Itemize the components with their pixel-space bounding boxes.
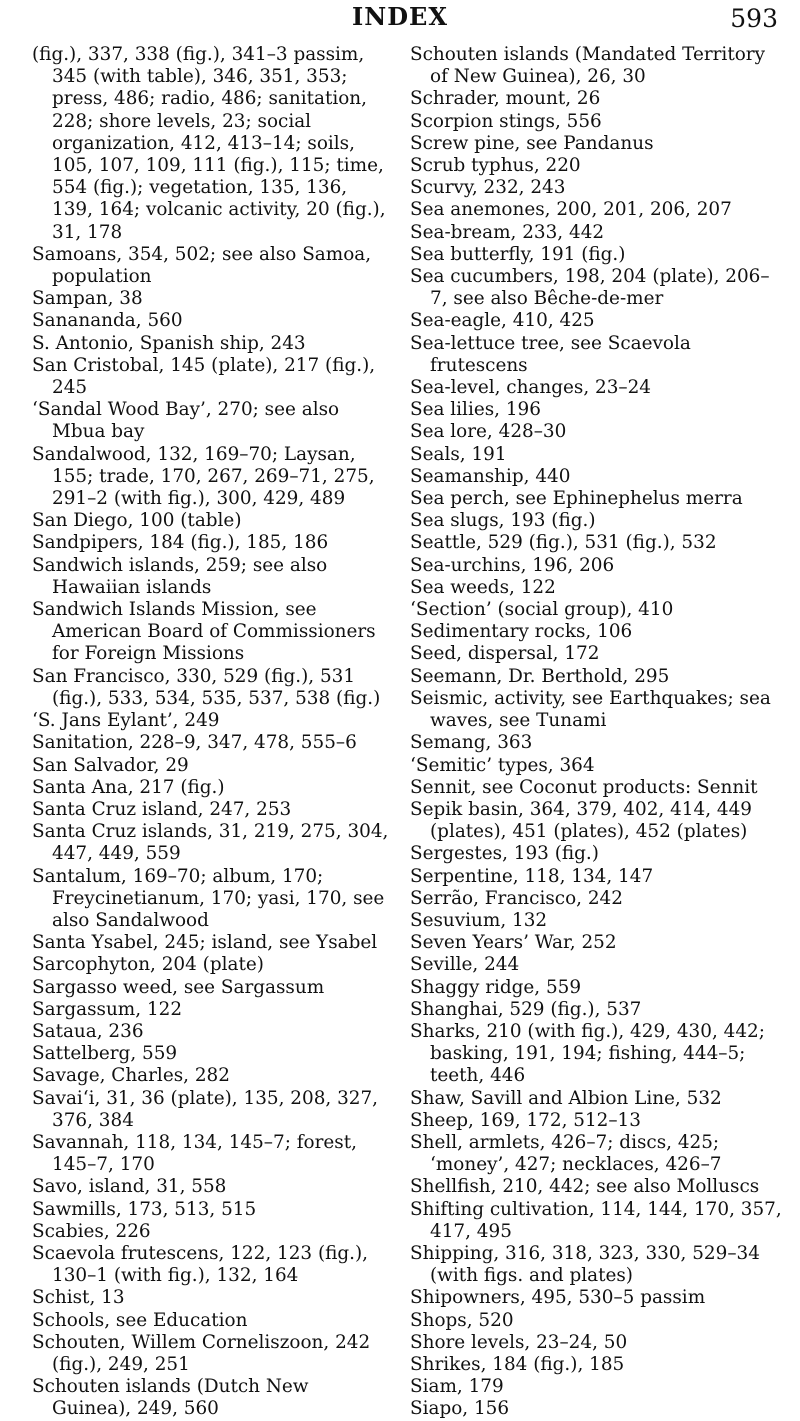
index-entry: Schouten islands (Dutch New Guinea), 249, 560 (32, 1376, 309, 1420)
index-entry: Sergestes, 193 (fig.) (410, 843, 599, 865)
index-entry: Schouten islands (Mandated Territory of New Guinea), 26, 30 (410, 44, 765, 88)
index-entry: Sesuvium, 132 (410, 909, 548, 931)
index-entry: Savannah, 118, 134, 145–7; forest, 145–7, 170 (32, 1131, 357, 1176)
index-entry: Sarcophyton, 204 (plate) (32, 954, 264, 976)
index-entry: Sea-lettuce tree, see Scaevola frutescens (410, 332, 691, 376)
index-entry: Seed, dispersal, 172 (410, 643, 600, 665)
index-entry: San Salvador, 29 (32, 754, 189, 776)
index-entry: Sea lilies, 196 (410, 399, 541, 421)
index-entry: Savai‘i, 31, 36 (plate), 135, 208, 327, 376, 384 (32, 1087, 379, 1131)
index-entry: Sandwich islands, 259; see also Hawaiian islands (32, 554, 328, 598)
index-entry: Sheep, 169, 172, 512–13 (410, 1109, 641, 1131)
index-entry: Sea-level, changes, 23–24 (410, 377, 652, 399)
index-entry: Sea weeds, 122 (410, 576, 556, 598)
index-entry: Sawmills, 173, 513, 515 (32, 1198, 257, 1220)
right-column (410, 44, 782, 1421)
index-entry: Serpentine, 118, 134, 147 (410, 865, 654, 887)
index-entry: Seattle, 529 (fig.), 531 (fig.), 532 (410, 532, 717, 554)
index-entry: Sandalwood, 132, 169–70; Laysan, 155; trade, 170, 267, 269–71, 275, 291–2 (with fig.), 300, 429, 489 (32, 443, 375, 510)
index-entry: ‘Sandal Wood Bay’, 270; see also Mbua bay (32, 399, 340, 443)
index-entry: Shell, armlets, 426–7; discs, 425; ‘money’, 427; necklaces, 426–7 (410, 1131, 722, 1176)
index-entry: Sandwich Islands Mission, see American Board of Commissioners for Foreign Missions (32, 599, 376, 665)
index-entry: Sharks, 210 (with fig.), 429, 430, 442; basking, 191, 194; fishing, 444–5; teeth, 446 (410, 1020, 765, 1087)
index-entry: Sanitation, 228–9, 347, 478, 555–6 (32, 732, 357, 754)
index-entry: Santalum, 169–70; album, 170; Freycinetianum, 170; yasi, 170, see also Sandalwood (32, 865, 385, 931)
index-entry: Sea lore, 428–30 (410, 421, 567, 443)
index-entry: Sedimentary rocks, 106 (410, 621, 633, 643)
index-entry: Samoans, 354, 502; see also Samoa, population (32, 243, 372, 288)
index-entry: Santa Ana, 217 (fig.) (32, 776, 225, 798)
index-entry: (fig.), 337, 338 (fig.), 341–3 passim, 345 (with table), 346, 351, 353; press, 486; radio, 486; sanitation, 228; shore levels, 23; social organization, 412, 413–14; soils, 105, 107, 109, 111 (fig.), 115; time, 554 (fig.); vegetation, 135, 136, 139, 164; volcanic activity, 20 (fig.), 31, 178 (32, 44, 386, 243)
index-entry: Shaw, Savill and Albion Line, 532 (410, 1087, 722, 1109)
index-entry: Sea anemones, 200, 201, 206, 207 (410, 199, 732, 221)
index-entry: Schouten, Willem Corneliszoon, 242 (fig.), 249, 251 (32, 1331, 371, 1375)
index-entry: Sea-eagle, 410, 425 (410, 310, 595, 332)
index-entry: San Cristobal, 145 (plate), 217 (fig.), 245 (32, 354, 376, 399)
index-entry: Shipowners, 495, 530–5 passim (410, 1287, 706, 1309)
index-entry: Sea perch, see Ephinephelus merra (410, 488, 743, 510)
index-entry: Sanananda, 560 (32, 310, 183, 332)
index-entry: Shore levels, 23–24, 50 (410, 1331, 628, 1353)
index-entry: Sea-urchins, 196, 206 (410, 554, 615, 576)
index-entry: ‘Semitic’ types, 364 (410, 754, 595, 776)
index-entry: Shifting cultivation, 114, 144, 170, 357, 417, 495 (410, 1198, 782, 1242)
index-entry: Schrader, mount, 26 (410, 88, 601, 110)
index-entry: Santa Cruz island, 247, 253 (32, 798, 292, 820)
index-entry: Santa Ysabel, 245; island, see Ysabel (32, 932, 378, 954)
index-entry: ‘Section’ (social group), 410 (410, 599, 674, 621)
index-entry: Savo, island, 31, 558 (32, 1176, 227, 1198)
index-entry: Seamanship, 440 (410, 465, 571, 487)
index-entry: Seville, 244 (410, 954, 520, 976)
index-entry: Seismic, activity, see Earthquakes; sea waves, see Tunami (410, 687, 771, 732)
index-entry: Semang, 363 (410, 732, 533, 754)
index-entry: Scaevola frutescens, 122, 123 (fig.), 130–1 (with fig.), 132, 164 (32, 1242, 369, 1287)
index-entry: Sea-bream, 233, 442 (410, 221, 605, 243)
index-entry: ‘S. Jans Eylant’, 249 (32, 710, 220, 732)
index-entry: Shaggy ridge, 559 (410, 976, 582, 998)
index-entry: San Francisco, 330, 529 (fig.), 531 (fig.), 533, 534, 535, 537, 538 (fig.) (32, 665, 381, 709)
index-entry: Serrão, Francisco, 242 (410, 887, 623, 909)
page-number: 593 (730, 4, 778, 33)
left-column (32, 44, 392, 1421)
index-entry: Sandpipers, 184 (fig.), 185, 186 (32, 532, 329, 554)
index-entry: Sargassum, 122 (32, 998, 183, 1020)
index-entry: Sataua, 236 (32, 1020, 144, 1042)
index-entry: Schist, 13 (32, 1287, 125, 1309)
index-entry: Sea butterfly, 191 (fig.) (410, 243, 626, 265)
page-title: INDEX (352, 2, 448, 31)
index-entry: Seals, 191 (410, 443, 507, 465)
index-entry: Scorpion stings, 556 (410, 110, 602, 132)
index-entry: Sea slugs, 193 (fig.) (410, 510, 596, 532)
index-entry: Sargasso weed, see Sargassum (32, 976, 325, 998)
index-entry: Siam, 179 (410, 1376, 504, 1398)
index-entry: Sennit, see Coconut products: Sennit (410, 776, 758, 798)
index-entry: San Diego, 100 (table) (32, 510, 242, 532)
index-entry: Screw pine, see Pandanus (410, 132, 654, 154)
index-entry: S. Antonio, Spanish ship, 243 (32, 332, 306, 354)
index-entry: Scabies, 226 (32, 1220, 151, 1242)
index-entry: Scurvy, 232, 243 (410, 177, 566, 199)
index-entry: Seven Years’ War, 252 (410, 932, 617, 954)
index-entry: Shanghai, 529 (fig.), 537 (410, 998, 642, 1020)
index-entry: Siapo, 156 (410, 1398, 510, 1420)
index-entry: Shellfish, 210, 442; see also Molluscs (410, 1176, 760, 1198)
index-entry: Seemann, Dr. Berthold, 295 (410, 665, 670, 687)
index-entry: Sampan, 38 (32, 288, 143, 310)
index-entry: Santa Cruz islands, 31, 219, 275, 304, 447, 449, 559 (32, 821, 389, 865)
index-entry: Scrub typhus, 220 (410, 155, 581, 177)
index-entry: Shipping, 316, 318, 323, 330, 529–34 (with figs. and plates) (410, 1242, 760, 1287)
index-entry: Savage, Charles, 282 (32, 1065, 230, 1087)
index-entry: Sepik basin, 364, 379, 402, 414, 449 (plates), 451 (plates), 452 (plates) (410, 798, 752, 843)
index-entry: Sattelberg, 559 (32, 1043, 178, 1065)
index-entry: Shops, 520 (410, 1309, 514, 1331)
index-entry: Sea cucumbers, 198, 204 (plate), 206–7, see also Bêche-de-mer (410, 266, 770, 310)
index-entry: Shrikes, 184 (fig.), 185 (410, 1353, 625, 1375)
index-entry: Schools, see Education (32, 1309, 248, 1331)
